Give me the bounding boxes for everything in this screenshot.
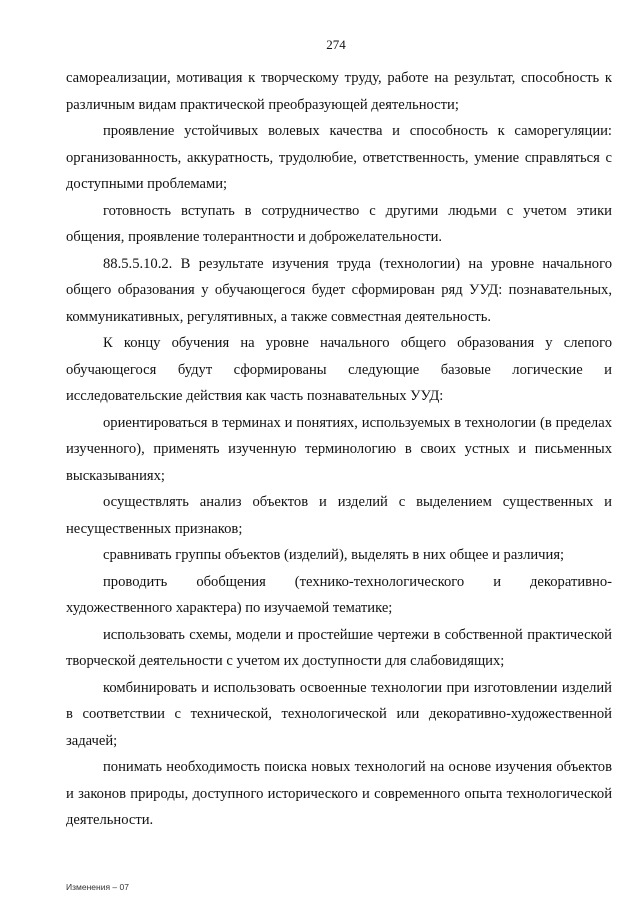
footer-revision-note: Изменения – 07 (66, 882, 129, 892)
paragraph-12: понимать необходимость поиска новых технологий на основе изучения объектов и законов природы, доступного исторического и современного опыта технологической деятельности. (66, 759, 612, 828)
paragraph-1: самореализации, мотивация к творческому труду, работе на результат, способность к различным видам практической преобразующей деятельности; (66, 70, 612, 113)
paragraph-3: готовность вступать в сотрудничество с другими людьми с учетом этики общения, проявление толерантности и доброжелательности. (66, 202, 612, 245)
page-number: 274 (326, 37, 346, 52)
document-body (66, 65, 612, 834)
paragraph-5: К концу обучения на уровне начального общего образования у слепого обучающегося будут сформированы следующие базовые логические и исследовательские действия как часть познавательных УУД: (66, 335, 612, 404)
paragraph-11: комбинировать и использовать освоенные технологии при изготовлении изделий в соответствии с технической, технологической или декоративно-художественной задачей; (66, 679, 612, 749)
paragraph-10: использовать схемы, модели и простейшие чертежи в собственной практической творческой деятельности с учетом их доступности для слабовидящих; (66, 626, 612, 669)
paragraph-8: сравнивать группы объектов (изделий), выделять в них общее и различия; (103, 547, 565, 563)
paragraph-7: осуществлять анализ объектов и изделий с выделением существенных и несущественных признаков; (66, 494, 612, 537)
paragraph-2: проявление устойчивых волевых качества и способность к саморегуляции: организованность, аккуратность, трудолюбие, ответственность, умение справляться с доступными проблемами; (66, 123, 612, 192)
paragraph-9: проводить обобщения (технико-технологического и декоративно-художественного характера) по изучаемой тематике; (66, 573, 612, 616)
paragraph-4: 88.5.5.10.2. В результате изучения труда (технологии) на уровне начального общего образования у обучающегося будет сформирован ряд УУД: познавательных, коммуникативных, регулятивных, а также совместная деятельность. (66, 255, 612, 325)
paragraph-6: ориентироваться в терминах и понятиях, используемых в технологии (в пределах изученного), применять изученную терминологию в своих устных и письменных высказываниях; (66, 414, 612, 484)
